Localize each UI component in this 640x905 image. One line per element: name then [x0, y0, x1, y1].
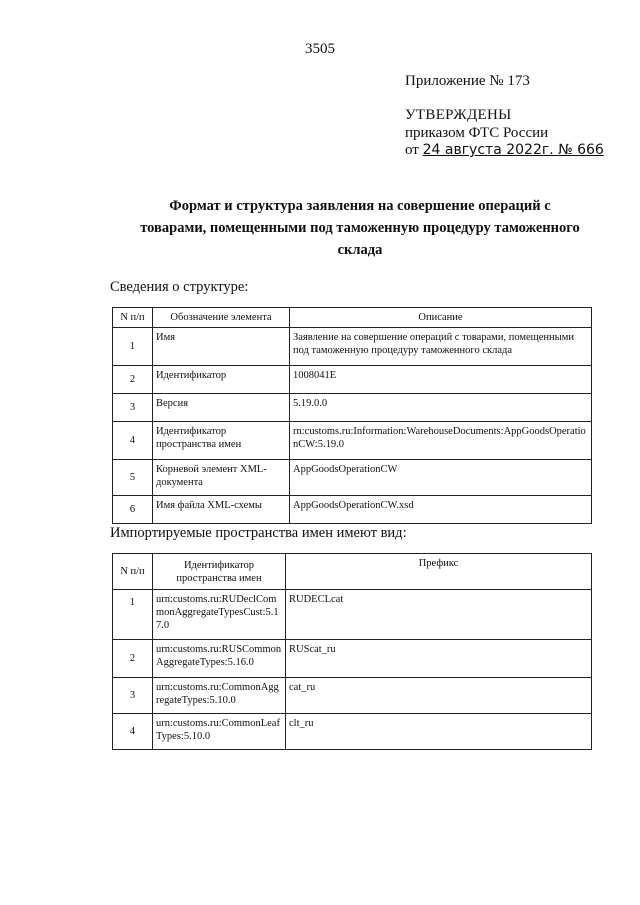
row-number: 5	[113, 460, 153, 496]
row-number: 2	[113, 640, 153, 678]
table-row	[113, 640, 592, 678]
table-row	[113, 590, 592, 640]
element-description: rn:customs.ru:Information:WarehouseDocuments:AppGoodsOperationCW:5.19.0	[290, 422, 592, 460]
element-name: Имя	[153, 328, 290, 366]
document-title: Формат и структура заявления на совершение операций с товарами, помещенными под таможенную процедуру таможенного склада	[140, 198, 580, 258]
table-row	[113, 422, 592, 460]
namespaces-section-label: Импортируемые пространства имен имеют вид:	[110, 525, 407, 541]
row-number: 3	[113, 678, 153, 714]
element-description: 5.19.0.0	[290, 394, 592, 422]
element-description: Заявление на совершение операций с товарами, помещенными под таможенную процедуру таможенного склада	[290, 328, 592, 366]
namespace-id: urn:customs.ru:RUSCommonAggregateTypes:5.16.0	[153, 640, 286, 678]
table-row	[113, 460, 592, 496]
table-row	[113, 394, 592, 422]
element-description: AppGoodsOperationCW	[290, 460, 592, 496]
element-name: Идентификатор	[153, 366, 290, 394]
element-description: AppGoodsOperationCW.xsd	[290, 496, 592, 524]
table-row	[113, 496, 592, 524]
order-date-handwritten: 24 августа 2022г. № 666	[422, 142, 604, 158]
page-number: 3505	[305, 41, 335, 57]
appendix-label: Приложение № 173	[405, 73, 530, 89]
row-number: 6	[113, 496, 153, 524]
structure-section-label: Сведения о структуре:	[110, 279, 249, 295]
row-number: 1	[113, 328, 153, 366]
namespace-prefix: RUScat_ru	[286, 640, 592, 678]
row-number: 4	[113, 714, 153, 750]
table-row	[113, 328, 592, 366]
structure-table	[112, 307, 592, 524]
table-row	[113, 714, 592, 750]
element-description: 1008041E	[290, 366, 592, 394]
namespace-prefix: RUDECLcat	[286, 590, 592, 640]
namespace-prefix: clt_ru	[286, 714, 592, 750]
column-header: Идентификатор пространства имен	[153, 554, 286, 590]
element-name: Версия	[153, 394, 290, 422]
column-header: Обозначение элемента	[153, 308, 290, 328]
element-name: Имя файла XML-схемы	[153, 496, 290, 524]
approved-label: УТВЕРЖДЕНЫ	[405, 107, 512, 123]
element-name: Корневой элемент XML-документа	[153, 460, 290, 496]
column-header: N п/п	[113, 308, 153, 328]
namespace-id: urn:customs.ru:RUDeclCommonAggregateTypesCust:5.17.0	[153, 590, 286, 640]
namespace-prefix: cat_ru	[286, 678, 592, 714]
row-number: 3	[113, 394, 153, 422]
namespaces-table	[112, 553, 592, 750]
table-header-row	[113, 554, 592, 590]
order-date-line	[405, 142, 604, 159]
element-name: Идентификатор пространства имен	[153, 422, 290, 460]
namespace-id: urn:customs.ru:CommonAggregateTypes:5.10.0	[153, 678, 286, 714]
row-number: 2	[113, 366, 153, 394]
table-header-row	[113, 308, 592, 328]
table-row	[113, 366, 592, 394]
column-header: Префикс	[286, 554, 592, 590]
row-number: 4	[113, 422, 153, 460]
order-date-prefix: от	[405, 142, 419, 158]
namespace-id: urn:customs.ru:CommonLeafTypes:5.10.0	[153, 714, 286, 750]
row-number: 1	[113, 590, 153, 640]
table-row	[113, 678, 592, 714]
column-header: N п/п	[113, 554, 153, 590]
column-header: Описание	[290, 308, 592, 328]
order-label: приказом ФТС России	[405, 125, 549, 141]
